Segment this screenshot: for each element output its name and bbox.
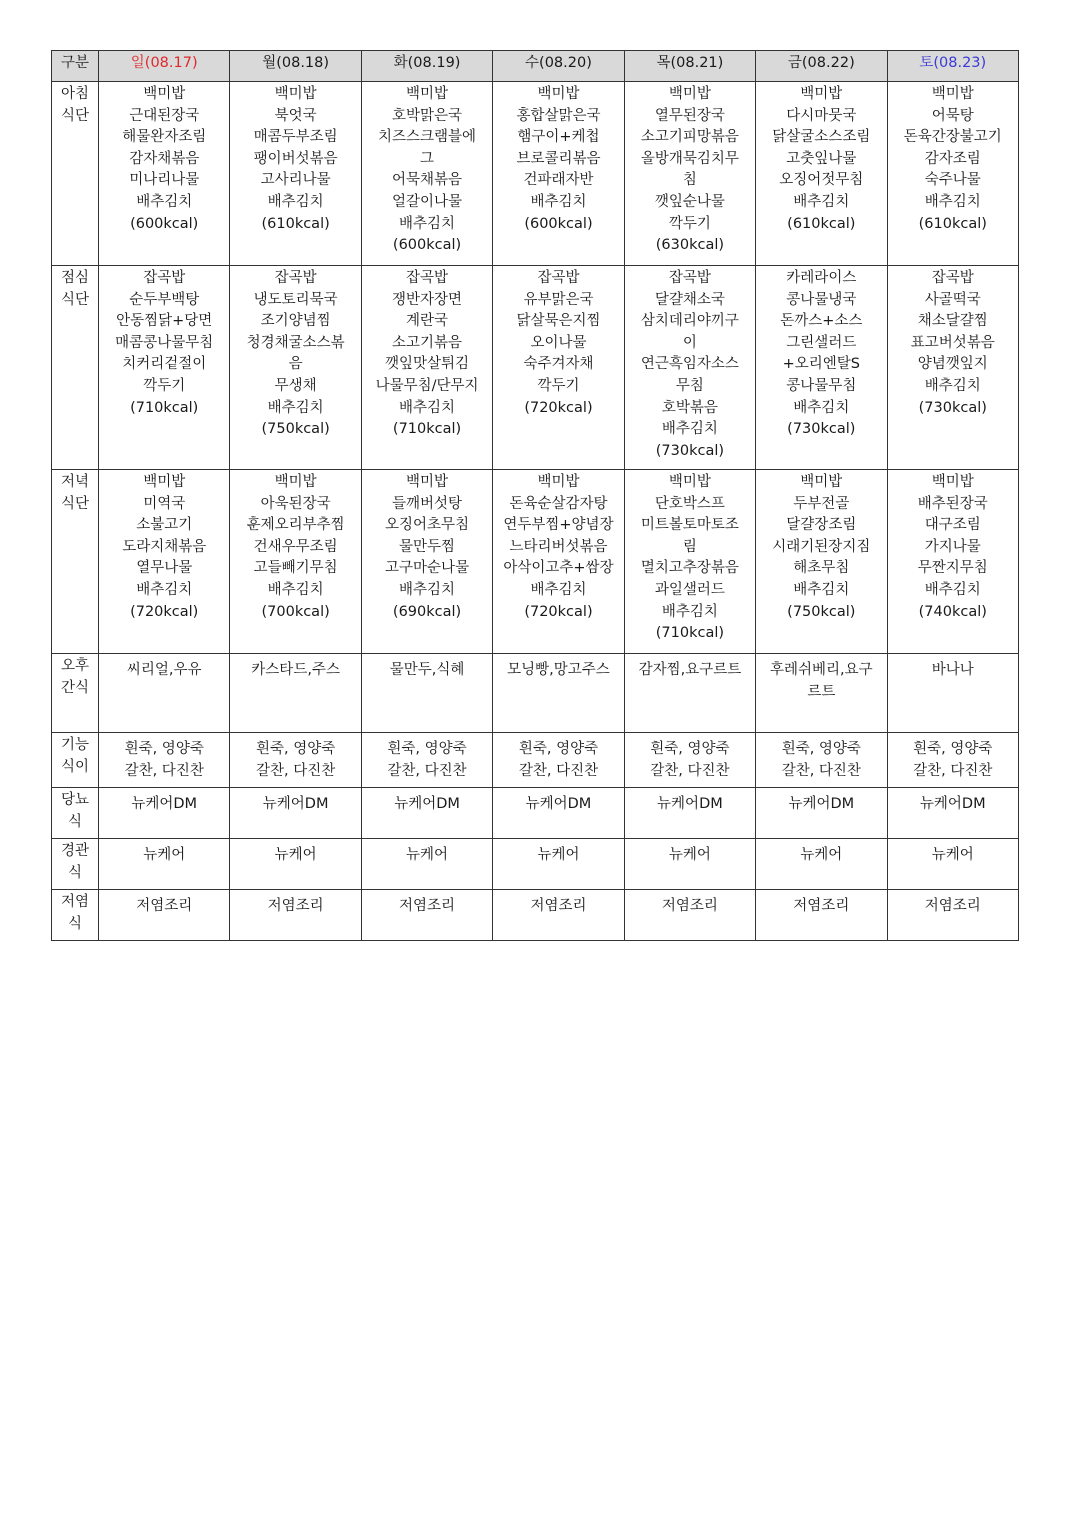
menu-item: 아삭이고추+쌈장	[503, 560, 614, 577]
menu-item: 양념깻잎지	[917, 356, 988, 373]
menu-item: 잡곡밥	[406, 270, 449, 286]
menu-cell	[624, 788, 755, 839]
menu-item: 음	[288, 356, 303, 373]
menu-item: 미나리나물	[129, 172, 200, 189]
menu-item: (730kcal)	[918, 399, 987, 416]
menu-item: 미트볼토마토조	[640, 517, 739, 534]
menu-cell	[99, 266, 230, 470]
menu-item: 뉴케어	[668, 847, 711, 863]
menu-item: 숙주나물	[924, 172, 981, 189]
menu-cell	[493, 890, 624, 941]
menu-item: 갈찬, 다진찬	[781, 762, 861, 779]
menu-item: 그	[420, 150, 435, 167]
menu-item: 감자조림	[924, 150, 981, 167]
meal-row-breakfast	[52, 82, 1019, 266]
menu-item: 매콤콩나물무침	[115, 334, 214, 351]
menu-item: 뉴케어DM	[657, 796, 723, 812]
menu-item: (610kcal)	[918, 215, 987, 232]
menu-item: 돈육순살감자탕	[509, 495, 608, 512]
menu-item: 갈찬, 다진찬	[387, 762, 467, 779]
menu-item: 배추된장국	[917, 495, 988, 512]
menu-item: 뉴케어	[800, 847, 843, 863]
menu-cell	[361, 839, 492, 890]
menu-item: 백미밥	[274, 474, 317, 490]
menu-cell	[887, 266, 1018, 470]
menu-item: 단호박스프	[654, 495, 725, 512]
menu-cell	[493, 733, 624, 788]
menu-item: 배추김치	[267, 399, 324, 416]
menu-cell	[624, 266, 755, 470]
menu-item: 연두부찜+양념장	[503, 517, 614, 534]
menu-item: 림	[682, 538, 697, 555]
menu-item: 흰죽, 영양죽	[387, 741, 467, 757]
row-label-line: 식단	[60, 495, 89, 512]
row-label-line: 아침	[60, 86, 89, 102]
row-label-line: 경관	[60, 843, 89, 859]
menu-item: 갈찬, 다진찬	[518, 762, 599, 779]
menu-item: 도라지채볶음	[122, 538, 207, 555]
menu-cell	[361, 82, 492, 266]
menu-item: 해초무침	[793, 560, 850, 577]
menu-item: 흰죽, 영양죽	[650, 741, 730, 757]
menu-item: 뉴케어	[931, 847, 974, 863]
menu-item: 고춧잎나물	[786, 150, 857, 167]
menu-item: 침	[682, 172, 697, 189]
menu-cell	[361, 788, 492, 839]
menu-item: 뉴케어	[274, 847, 317, 863]
menu-item: 백미밥	[537, 86, 580, 102]
menu-item: 호박볶음	[661, 399, 718, 416]
menu-item: 깍두기	[537, 377, 580, 394]
menu-item: (600kcal)	[392, 237, 462, 254]
menu-item: 돈까스+소스	[780, 313, 863, 330]
menu-cell	[230, 266, 361, 470]
menu-item: 깻잎맛살튀김	[385, 356, 470, 373]
menu-item: 소고기볶음	[392, 334, 463, 351]
menu-item: 깻잎순나물	[654, 193, 725, 210]
menu-item: 고구마순나물	[385, 560, 470, 577]
row-label	[52, 788, 99, 839]
menu-cell	[361, 654, 492, 733]
menu-item: 갈찬, 다진찬	[256, 762, 336, 779]
menu-item: 저염조리	[661, 898, 718, 914]
menu-item: 나물무침/단무지	[375, 377, 479, 394]
menu-item: 삼치데리야끼구	[640, 313, 739, 330]
row-label-line: 식	[67, 915, 82, 932]
menu-item: (610kcal)	[787, 215, 856, 232]
menu-item: 배추김치	[399, 215, 456, 232]
menu-item: 건파래자반	[523, 172, 594, 189]
menu-item: 후레쉬베리,요구	[769, 662, 873, 678]
menu-item: 무생채	[274, 377, 317, 394]
menu-item: 깍두기	[143, 377, 186, 394]
menu-item: 건새우무조림	[253, 538, 338, 555]
menu-item: 아욱된장국	[260, 495, 331, 512]
menu-item: 흰죽, 영양죽	[781, 741, 861, 757]
menu-cell	[624, 654, 755, 733]
menu-item: 무침	[675, 377, 704, 394]
menu-item: 냉도토리묵국	[253, 291, 338, 308]
menu-cell	[493, 470, 624, 654]
menu-item: 표고버섯볶음	[910, 334, 995, 351]
menu-item: 잡곡밥	[668, 270, 711, 286]
menu-item: 무짠지무침	[917, 560, 988, 577]
menu-item: 느타리버섯볶음	[509, 538, 608, 555]
menu-item: 치커리겉절이	[122, 356, 207, 373]
header-day-sat: 토(08.23)	[887, 51, 1018, 82]
header-day-sun: 일(08.17)	[99, 51, 230, 82]
menu-item: 달걀채소국	[654, 291, 725, 308]
menu-item: 잡곡밥	[537, 270, 580, 286]
menu-item: 계란국	[406, 313, 449, 330]
menu-item: 배추김치	[924, 193, 981, 210]
menu-cell	[756, 733, 887, 788]
menu-item: 멸치고추장볶음	[640, 560, 739, 577]
menu-cell	[230, 733, 361, 788]
row-label	[52, 890, 99, 941]
row-label	[52, 733, 99, 788]
menu-cell	[624, 839, 755, 890]
menu-item: 저염조리	[924, 898, 981, 914]
menu-item: 백미밥	[800, 474, 843, 490]
menu-item: 잡곡밥	[274, 270, 317, 286]
menu-cell	[361, 470, 492, 654]
menu-cell	[756, 82, 887, 266]
header-category: 구분	[52, 51, 99, 82]
menu-item: 콩나물냉국	[786, 291, 857, 308]
menu-item: 뉴케어DM	[262, 796, 329, 812]
row-label-line: 점심	[60, 270, 89, 286]
menu-item: 얼갈이나물	[392, 193, 463, 210]
menu-item: 배추김치	[661, 603, 718, 620]
menu-cell	[493, 839, 624, 890]
menu-item: 열무나물	[136, 560, 193, 577]
menu-cell	[887, 82, 1018, 266]
menu-item: 백미밥	[143, 474, 186, 490]
menu-item: 미역국	[143, 495, 186, 512]
menu-item: 뉴케어	[537, 847, 580, 863]
menu-cell	[756, 266, 887, 470]
menu-item: 올방개묵김치무	[640, 150, 739, 167]
menu-item: 저염조리	[399, 898, 456, 914]
menu-item: 달걀장조림	[786, 517, 857, 534]
menu-cell	[756, 788, 887, 839]
menu-item: 고들빼기무침	[253, 560, 338, 577]
menu-item: 조기양념찜	[260, 313, 331, 330]
meal-row-snack	[52, 654, 1019, 733]
menu-item: 오징어젓무침	[779, 172, 864, 189]
menu-cell	[887, 654, 1018, 733]
menu-item: (710kcal)	[392, 421, 462, 438]
menu-item: 백미밥	[931, 86, 974, 102]
menu-item: 북엇국	[274, 107, 317, 124]
menu-item: (710kcal)	[130, 399, 199, 416]
menu-item: 청경채굴소스볶	[246, 334, 345, 351]
menu-item: 햄구이+케첩	[517, 129, 600, 146]
menu-item: (750kcal)	[787, 603, 856, 620]
menu-item: +오리엔탈S	[782, 356, 861, 373]
menu-item: 백미밥	[668, 474, 711, 490]
menu-item: 카스타드,주스	[251, 662, 340, 678]
menu-item: 뉴케어DM	[788, 796, 855, 812]
row-label	[52, 266, 99, 470]
menu-item: (630kcal)	[655, 237, 725, 254]
menu-item: 흰죽, 영양죽	[913, 741, 993, 757]
menu-cell	[99, 470, 230, 654]
menu-cell	[361, 890, 492, 941]
menu-item: 과일샐러드	[654, 581, 725, 598]
menu-cell	[99, 733, 230, 788]
menu-cell	[230, 654, 361, 733]
header-day-thu: 목(08.21)	[624, 51, 755, 82]
menu-item: 흰죽, 영양죽	[518, 741, 599, 757]
meal-plan-table	[51, 50, 1019, 941]
menu-item: 대구조림	[924, 517, 981, 534]
row-label-line: 식	[67, 813, 82, 830]
menu-item: 감자채볶음	[129, 150, 200, 167]
menu-item: 소불고기	[136, 517, 193, 534]
menu-item: 닭살굴소스조림	[772, 129, 871, 146]
menu-item: 오징어초무침	[385, 517, 470, 534]
menu-cell	[230, 788, 361, 839]
menu-item: 닭살묵은지찜	[516, 313, 601, 330]
menu-cell	[230, 890, 361, 941]
menu-cell	[624, 890, 755, 941]
row-label-line: 기능	[60, 737, 89, 753]
menu-cell	[99, 839, 230, 890]
menu-item: (720kcal)	[524, 603, 593, 620]
menu-cell	[624, 82, 755, 266]
menu-item: 뉴케어DM	[525, 796, 592, 812]
menu-item: 다시마뭇국	[786, 107, 857, 124]
menu-item: 갈찬, 다진찬	[650, 762, 730, 779]
menu-item: (730kcal)	[655, 442, 725, 459]
menu-cell	[230, 839, 361, 890]
row-label-line: 식단	[60, 107, 89, 124]
menu-item: 갈찬, 다진찬	[913, 762, 993, 779]
menu-item: 물만두찜	[399, 538, 456, 555]
menu-item: 안동찜닭+당면	[116, 313, 213, 330]
menu-item: 유부맑은국	[523, 291, 594, 308]
meal-row-lowsalt	[52, 890, 1019, 941]
menu-item: 사골떡국	[924, 291, 981, 308]
header-row	[52, 51, 1019, 82]
meal-row-tube	[52, 839, 1019, 890]
menu-item: 배추김치	[793, 399, 850, 416]
row-label-line: 식단	[60, 291, 89, 308]
menu-item: (600kcal)	[524, 215, 593, 232]
row-label-line: 저염	[60, 894, 89, 910]
menu-item: 배추김치	[530, 581, 587, 598]
menu-cell	[99, 890, 230, 941]
meal-row-dinner	[52, 470, 1019, 654]
row-label	[52, 654, 99, 733]
menu-item: 근대된장국	[129, 107, 200, 124]
menu-item: 백미밥	[668, 86, 711, 102]
menu-item: 감자찜,요구르트	[638, 662, 742, 678]
menu-item: 백미밥	[800, 86, 843, 102]
menu-item: 브로콜리볶음	[516, 150, 601, 167]
menu-item: 연근흑임자소스	[640, 356, 739, 373]
menu-cell	[624, 733, 755, 788]
menu-item: 백미밥	[406, 86, 449, 102]
menu-item: 어묵채볶음	[392, 172, 463, 189]
menu-cell	[756, 470, 887, 654]
menu-item: 매콤두부조림	[253, 129, 338, 146]
menu-item: 배추김치	[399, 399, 456, 416]
menu-item: 열무된장국	[654, 107, 725, 124]
menu-cell	[230, 470, 361, 654]
menu-item: 이	[682, 334, 697, 351]
menu-item: 배추김치	[793, 193, 850, 210]
menu-cell	[887, 788, 1018, 839]
menu-item: 뉴케어	[406, 847, 449, 863]
menu-item: 오이나물	[530, 334, 587, 351]
menu-cell	[887, 470, 1018, 654]
menu-item: 순두부백탕	[129, 291, 200, 308]
row-label	[52, 470, 99, 654]
menu-item: 배추김치	[661, 421, 718, 438]
menu-item: 배추김치	[267, 581, 324, 598]
menu-item: 르트	[807, 683, 836, 700]
meal-row-lunch	[52, 266, 1019, 470]
menu-item: 훈제오리부추찜	[246, 517, 345, 534]
menu-item: 고사리나물	[260, 172, 331, 189]
menu-item: 바나나	[931, 662, 974, 678]
menu-item: 백미밥	[537, 474, 580, 490]
menu-item: 가지나물	[924, 538, 981, 555]
meal-row-diab	[52, 788, 1019, 839]
menu-item: 배추김치	[267, 193, 324, 210]
menu-item: 배추김치	[399, 581, 456, 598]
menu-item: 어묵탕	[931, 107, 974, 124]
menu-item: 뉴케어DM	[131, 796, 198, 812]
menu-cell	[756, 654, 887, 733]
menu-item: 백미밥	[274, 86, 317, 102]
menu-item: 돈육간장불고기	[903, 129, 1002, 146]
menu-cell	[493, 266, 624, 470]
menu-item: 뉴케어DM	[394, 796, 460, 812]
menu-item: 팽이버섯볶음	[253, 150, 338, 167]
menu-cell	[99, 82, 230, 266]
row-label-line: 당뇨	[60, 792, 89, 808]
menu-item: 시래기된장지짐	[772, 538, 871, 555]
menu-cell	[493, 82, 624, 266]
menu-cell	[99, 654, 230, 733]
menu-item: 들깨버섯탕	[392, 495, 463, 512]
menu-item: 숙주겨자채	[523, 356, 594, 373]
row-label	[52, 82, 99, 266]
menu-item: 카레라이스	[786, 270, 857, 286]
menu-item: (710kcal)	[655, 625, 725, 642]
menu-item: 씨리얼,우유	[126, 662, 202, 678]
menu-item: 백미밥	[931, 474, 974, 490]
menu-item: 소고기피망볶음	[640, 129, 739, 146]
menu-item: 두부전골	[793, 495, 850, 512]
menu-item: (730kcal)	[787, 421, 856, 438]
menu-item: 저염조리	[136, 898, 193, 914]
header-day-mon: 월(08.18)	[230, 51, 361, 82]
menu-item: 배추김치	[136, 193, 193, 210]
menu-item: 깍두기	[668, 215, 711, 232]
menu-cell	[230, 82, 361, 266]
menu-item: 뉴케어DM	[919, 796, 986, 812]
row-label-line: 간식	[60, 679, 89, 696]
menu-item: (700kcal)	[261, 603, 330, 620]
menu-cell	[493, 788, 624, 839]
menu-item: 배추김치	[136, 581, 193, 598]
menu-item: 모닝빵,망고주스	[507, 662, 610, 678]
menu-cell	[756, 839, 887, 890]
menu-item: 채소달걀찜	[917, 313, 988, 330]
menu-cell	[99, 788, 230, 839]
menu-item: (750kcal)	[261, 421, 330, 438]
header-day-wed: 수(08.20)	[493, 51, 624, 82]
meal-row-func	[52, 733, 1019, 788]
menu-item: 콩나물무침	[786, 377, 857, 394]
menu-item: 흰죽, 영양죽	[124, 741, 204, 757]
menu-item: (600kcal)	[130, 215, 199, 232]
menu-item: 백미밥	[406, 474, 449, 490]
menu-cell	[887, 733, 1018, 788]
row-label-line: 오후	[60, 658, 89, 674]
menu-cell	[624, 470, 755, 654]
menu-item: 배추김치	[793, 581, 850, 598]
row-label-line: 식	[67, 864, 82, 881]
menu-item: 물만두,식혜	[389, 662, 465, 678]
menu-item: 백미밥	[143, 86, 186, 102]
menu-item: (690kcal)	[392, 603, 462, 620]
header-day-tue: 화(08.19)	[361, 51, 492, 82]
menu-item: 그린샐러드	[786, 334, 857, 351]
menu-item: (610kcal)	[261, 215, 330, 232]
menu-item: (740kcal)	[918, 603, 987, 620]
menu-item: 잡곡밥	[143, 270, 186, 286]
menu-cell	[887, 890, 1018, 941]
row-label-line: 식이	[60, 758, 89, 775]
menu-cell	[756, 890, 887, 941]
menu-item: 홍합살맑은국	[516, 107, 601, 124]
menu-item: 해물완자조림	[122, 129, 207, 146]
menu-cell	[361, 266, 492, 470]
row-label	[52, 839, 99, 890]
menu-item: 호박맑은국	[392, 107, 463, 124]
menu-cell	[493, 654, 624, 733]
menu-item: 배추김치	[530, 193, 587, 210]
row-label-line: 저녁	[60, 474, 89, 490]
menu-item: 쟁반자장면	[392, 291, 463, 308]
menu-item: 배추김치	[924, 377, 981, 394]
menu-item: 잡곡밥	[931, 270, 974, 286]
menu-cell	[887, 839, 1018, 890]
menu-item: (720kcal)	[524, 399, 593, 416]
menu-item: 갈찬, 다진찬	[124, 762, 204, 779]
menu-item: 저염조리	[793, 898, 850, 914]
menu-item: 흰죽, 영양죽	[256, 741, 336, 757]
menu-item: 치즈스크램블에	[378, 129, 477, 146]
menu-cell	[361, 733, 492, 788]
menu-item: 배추김치	[924, 581, 981, 598]
header-day-fri: 금(08.22)	[756, 51, 887, 82]
menu-item: 뉴케어	[143, 847, 186, 863]
menu-item: (720kcal)	[130, 603, 199, 620]
menu-item: 저염조리	[267, 898, 324, 914]
menu-item: 저염조리	[530, 898, 587, 914]
